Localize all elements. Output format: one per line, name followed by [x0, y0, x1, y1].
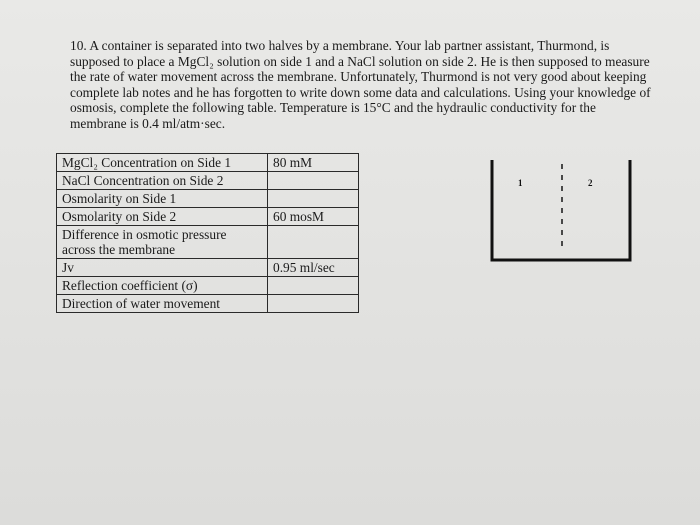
row-label: Osmolarity on Side 1 — [57, 190, 268, 208]
row-value — [268, 277, 359, 295]
row-label: Jv — [57, 259, 268, 277]
row-value: 60 mosM — [268, 208, 359, 226]
problem-line: supposed to place a MgCl₂ solution on side 1 and a NaCl solution on side 2. He is then supposed to measure — [70, 53, 650, 69]
row-value — [268, 295, 359, 313]
container-outline — [492, 160, 630, 260]
row-value: 80 mM — [268, 154, 359, 172]
problem-line: 10. A container is separated into two halves by a membrane. Your lab partner assistant, Thurmond, is — [70, 38, 610, 53]
table-row — [57, 259, 359, 277]
data-table — [56, 153, 359, 313]
row-label: MgCl₂ Concentration on Side 1 — [57, 154, 268, 172]
row-label: Direction of water movement — [57, 295, 268, 313]
problem-line: complete lab notes and he has forgotten to write down some data and calculations. Using your knowledge of — [70, 84, 651, 100]
table-row — [57, 172, 359, 190]
row-label: Reflection coefficient (σ) — [57, 277, 268, 295]
side-2-label: 2 — [588, 178, 593, 188]
row-value — [268, 190, 359, 208]
row-label: NaCl Concentration on Side 2 — [57, 172, 268, 190]
row-value — [268, 172, 359, 190]
container-diagram — [488, 156, 638, 266]
table-row — [57, 154, 359, 172]
table-row — [57, 226, 359, 259]
problem-line: the rate of water movement across the membrane. Unfortunately, Thurmond is not very good about keeping — [70, 69, 647, 85]
row-value — [268, 226, 359, 259]
problem-line: membrane is 0.4 ml/atm·sec. — [70, 115, 226, 131]
row-value: 0.95 ml/sec — [268, 259, 359, 277]
table-row — [57, 208, 359, 226]
problem-line: osmosis, complete the following table. Temperature is 15°C and the hydraulic conductivity for the — [70, 100, 596, 116]
table-row — [57, 295, 359, 313]
table-row — [57, 277, 359, 295]
side-1-label: 1 — [518, 178, 523, 188]
table-row — [57, 190, 359, 208]
row-label: Osmolarity on Side 2 — [57, 208, 268, 226]
row-label: Difference in osmotic pressure across the membrane — [57, 226, 268, 259]
problem-text — [70, 38, 700, 132]
